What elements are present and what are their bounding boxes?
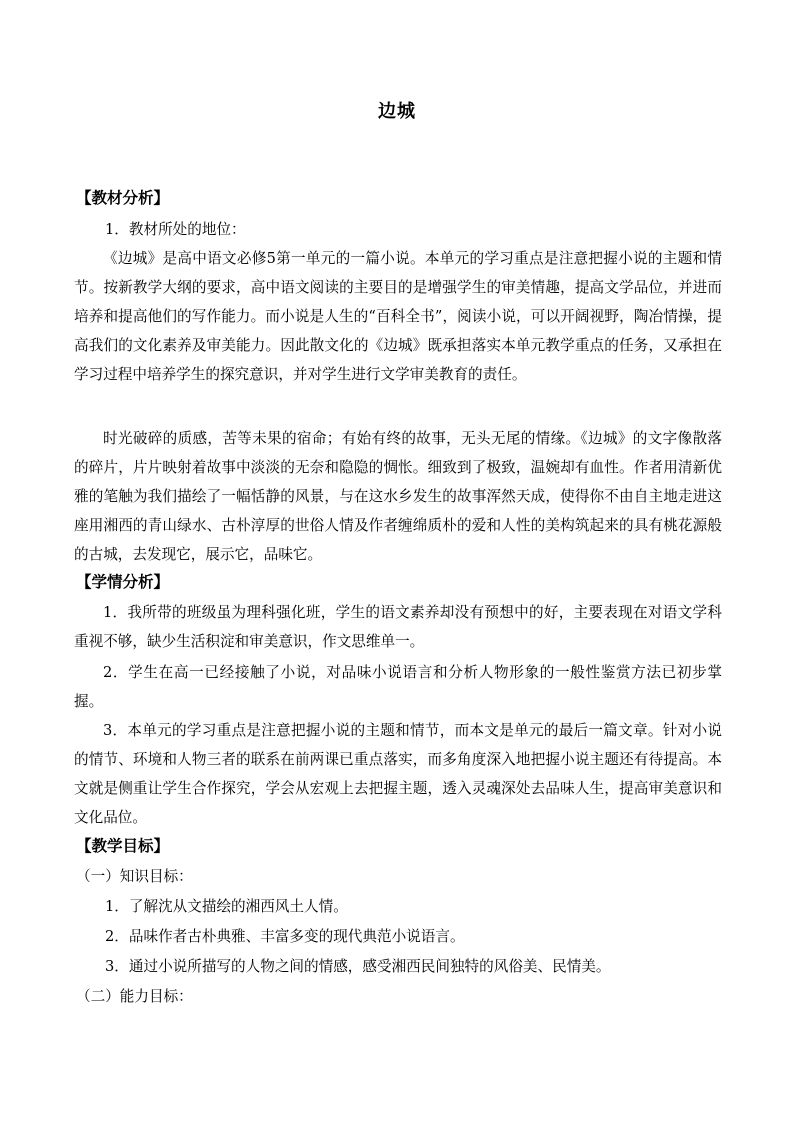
section-heading-material: 【教材分析】 xyxy=(76,188,170,207)
knowledge-goal-1: 1．了解沈从文描绘的湘西风土人情。 xyxy=(105,898,348,915)
knowledge-goal-3: 3．通过小说所描写的人物之间的情感，感受湘西民间独特的风俗美、民情美。 xyxy=(105,958,611,975)
material-paragraph-1: 《边城》是高中语文必修5第一单元的一篇小说。本单元的学习重点是注意把握小说的主题和情节。按新教学大纲的要求，高中语文阅读的主要目的是增强学生的审美情趣，提高文学品位，并进而培养和提高他们的写作能力。而小说是人生的“百科全书”，阅读小说，可以开阔视野，陶冶情操，提高我们的文化素养及审美能力。因此散文化的《边城》既承担落实本单元教学重点的任务，又承担在学习过程中培养学生的探究意识，并对学生进行文学审美教育的责任。 xyxy=(74,250,722,383)
ability-goals-label: （二）能力目标： xyxy=(76,988,193,1005)
students-item-3: 3．本单元的学习重点是注意把握小说的主题和情节，而本文是单元的最后一篇文章。针对小说的情节、环境和人物三者的联系在前两课已重点落实，而多角度深入地把握小说主题还有待提高。本文就是侧重让学生合作探究，学会从宏观上去把握主题，透入灵魂深处去品味人生，提高审美意识和文化品位。 xyxy=(74,722,722,826)
knowledge-goal-2: 2．品味作者古朴典雅、丰富多变的现代典范小说语言。 xyxy=(105,928,465,945)
students-item-2: 2．学生在高一已经接触了小说，对品味小说语言和分析人物形象的一般性鉴赏方法已初步掌握。 xyxy=(74,664,722,710)
material-item-1: 1．教材所处的地位： xyxy=(105,221,246,238)
knowledge-goals-label: （一）知识目标： xyxy=(76,868,193,885)
students-item-1: 1．我所带的班级虽为理科强化班，学生的语文素养却没有预想中的好，主要表现在对语文学科重视不够，缺少生活积淀和审美意识，作文思维单一。 xyxy=(74,604,722,650)
section-heading-students: 【学情分析】 xyxy=(76,572,170,591)
material-paragraph-2: 时光破碎的质感，苦等未果的宿命；有始有终的故事，无头无尾的情缘。《边城》的文字像散落的碎片，片片映射着故事中淡淡的无奈和隐隐的惆怅。细致到了极致，温婉却有血性。作者用清新优雅的笔触为我们描绘了一幅恬静的风景，与在这水乡发生的故事浑然天成，使得你不由自主地走进这座用湘西的青山绿水、古朴淳厚的世俗人情及作者缠绵质朴的爱和人性的美构筑起来的具有桃花源般的古城，去发现它，展示它，品味它。 xyxy=(74,430,722,563)
page-title: 边城 xyxy=(378,101,416,122)
section-heading-goals: 【教学目标】 xyxy=(76,836,170,855)
